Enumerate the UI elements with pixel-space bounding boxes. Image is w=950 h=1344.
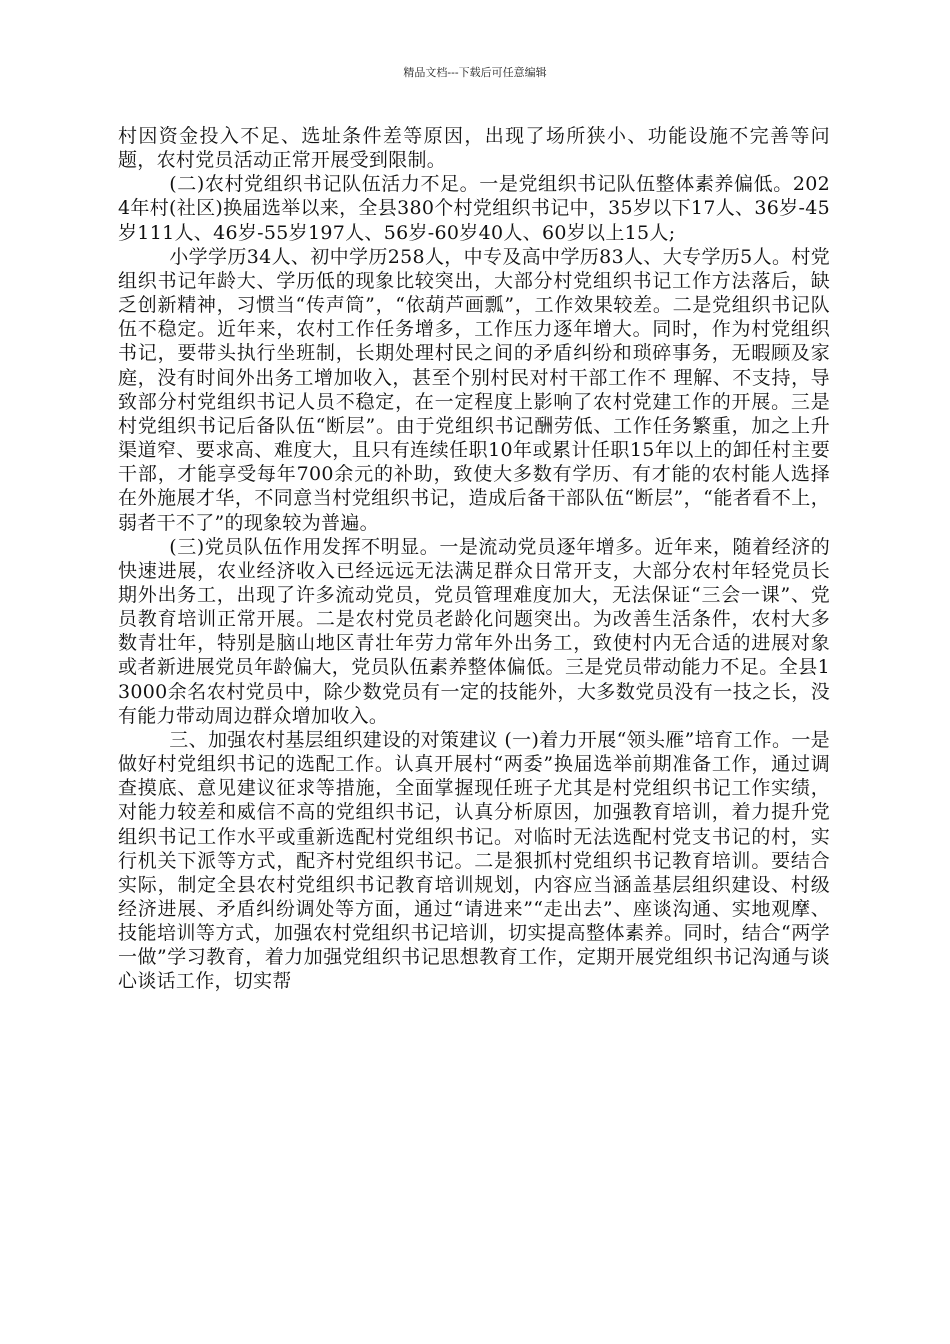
document-body [118, 124, 830, 994]
paragraph-countermeasures: 三、加强农村基层组织建设的对策建议 (一)着力开展“领头雁”培育工作。一是做好村党组织书记的选配工作。认真开展村“两委”换届选举前期准备工作，通过调查摸底、意见建议征求等措施，全面掌握现任班子尤其是村党组织书记工作实绩，对能力较差和威信不高的党组织书记，认真分析原因，加强教育培训，着力提升党组织书记工作水平或重新选配村党组织书记。对临时无法选配村党支书记的村，实行机关下派等方式，配齐村党组织书记。二是狠抓村党组织书记教育培训。要结合实际，制定全县农村党组织书记教育培训规划，内容应当涵盖基层组织建设、村级经济进展、矛盾纠纷调处等方面，通过“请进来”“走出去”、座谈沟通、实地观摩、技能培训等方式，加强农村党组织书记培训，切实提高整体素养。同时，结合“两学一做”学习教育，着力加强党组织书记思想教育工作，定期开展党组织书记沟通与谈心谈话工作，切实帮 [118, 728, 830, 993]
paragraph-continuation: 村因资金投入不足、选址条件差等原因，出现了场所狭小、功能设施不完善等问题，农村党员活动正常开展受到限制。 [118, 125, 830, 172]
paragraph-party-member-role: (三)党员队伍作用发挥不明显。一是流动党员逐年增多。近年来，随着经济的快速进展，农业经济收入已经远远无法满足群众日常开支，大部分农村年轻党员长期外出务工，出现了许多流动党员，党员管理难度加大，无法保证“三会一课”、党员教育培训正常开展。二是农村党员老龄化问题突出。为改善生活条件，农村大多数青壮年，特别是脑山地区青壮年劳力常年外出务工，致使村内无合适的进展对象或者新进展党员年龄偏大，党员队伍素养整体偏低。三是党员带动能力不足。全县13000余名农村党员中，除少数党员有一定的技能外，大多数党员没有一技之长，没有能力带动周边群众增加收入。 [118, 535, 830, 727]
paragraph-party-secretary-vitality: (二)农村党组织书记队伍活力不足。一是党组织书记队伍整体素养偏低。2024年村(社区)换届选举以来，全县380个村党组织书记中，35岁以下17人、36岁-45岁111人、46岁-55岁197人、56岁-60岁40人、60岁以上15人; [118, 173, 830, 244]
paragraph-education-stats: 小学学历34人、初中学历258人，中专及高中学历83人、大专学历5人。村党组织书记年龄大、学历低的现象比较突出，大部分村党组织书记工作方法落后，缺乏创新精神，习惯当“传声筒”，“依葫芦画瓢”，工作效果较差。二是党组织书记队伍不稳定。近年来，农村工作任务增多，工作压力逐年增大。同时，作为村党组织书记，要带头执行坐班制，长期处理村民之间的矛盾纠纷和琐碎事务，无暇顾及家庭，没有时间外出务工增加收入，甚至个别村民对村干部工作不 理解、不支持，导致部分村党组织书记人员不稳定，在一定程度上影响了农村党建工作的开展。三是村党组织书记后备队伍“断层”。由于党组织书记酬劳低、工作任务繁重，加之上升渠道窄、要求高、难度大，且只有连续任职10年或累计任职15年以上的卸任村主要干部，才能享受每年700余元的补助，致使大多数有学历、有才能的农村能人选择在外施展才华，不同意当村党组织书记，造成后备干部队伍“断层”，“能者看不上，弱者干不了”的现象较为普遍。 [118, 245, 830, 534]
page-header: 精品文档---下载后可任意编辑 [403, 66, 547, 79]
